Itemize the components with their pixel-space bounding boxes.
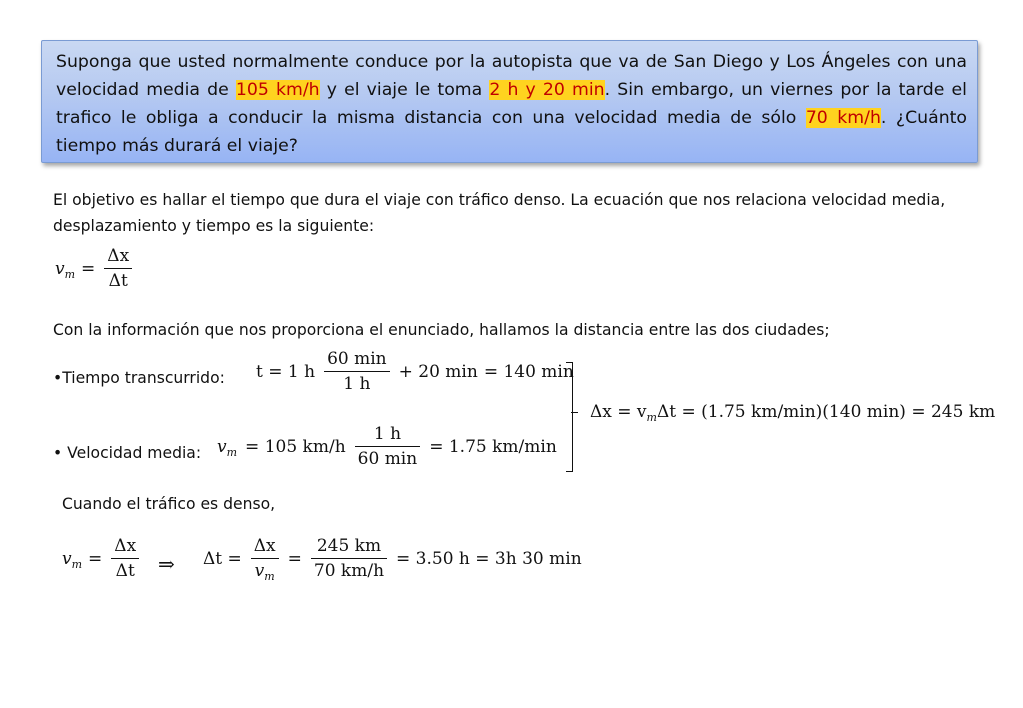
speed-part-a: = 105 km/h [245,436,346,457]
problem-statement [41,40,978,163]
time-fraction [324,349,390,394]
speed-part-c: = 1.75 km/min [429,436,557,457]
grouping-bracket [566,362,573,472]
highlight-speed-normal: 105 km/h [235,80,320,100]
equation-time-dense [203,536,582,581]
distance-part-a: Δx = v [590,402,647,422]
time-part-a: t = 1 h [256,361,316,382]
eq1-equals: = [81,258,96,279]
highlight-speed-dense: 70 km/h [805,108,881,128]
equation-average-velocity [55,246,135,291]
time-numerator: 60 min [324,349,390,372]
info-text: Con la información que nos proporciona el enunciado, hallamos la distancia entre las dos ciudades; [53,321,830,339]
eq2-numerator-1: Δx [251,536,279,559]
speed-fraction [355,424,421,469]
eq2-denominator-1: v [254,561,265,581]
time-part-c: = 140 min [483,361,574,382]
equation-distance [590,402,995,422]
intro-text: El objetivo es hallar el tiempo que dura el viaje con tráfico denso. La ecuación que nos relaciona velocidad media, desplazamiento y tiempo es la siguiente: [53,191,946,235]
eq2-fraction-1 [251,536,279,581]
time-part-b: + 20 min [398,361,478,382]
equation-velocity-dense: $v_m$ = $\frac{\Delta x}{\Delta t}$ [62,536,142,581]
eq1-numerator: Δx [104,246,132,269]
problem-part-4: . ¿Cuánto tiempo más durará el viaje? [56,108,967,156]
highlight-time: 2 h y 20 min [489,80,605,100]
eq1-lhs: v [55,258,65,279]
eq1-denominator: Δt [108,271,128,291]
equation-time [256,349,574,394]
time-denominator: 1 h [343,374,371,394]
problem-part-2: y el viaje le toma [319,80,490,100]
speed-label: • Velocidad media: [53,444,202,462]
problem-text [56,48,967,160]
speed-numerator: 1 h [355,424,421,447]
eq2-equals: = [287,548,302,569]
problem-part-3: . Sin embargo, un viernes por la tarde el trafico le obliga a conducir la misma distancia con una velocidad media de sólo [56,80,967,128]
speed-denominator: 60 min [357,449,418,469]
eq2-denominator-2: 70 km/h [313,561,385,581]
eq1-fraction [104,246,132,291]
eq2-denominator-1-sub: m [264,570,275,583]
distance-part-b: Δt = (1.75 km/min)(140 min) = 245 km [656,402,996,422]
time-label: •Tiempo transcurrido: [53,369,225,387]
eq2-fraction-2 [311,536,387,581]
distance-sub: m [646,411,657,424]
problem-part-1: Suponga que usted normalmente conduce por la autopista que va de San Diego y Los Ángeles con una velocidad media de [56,52,967,100]
eq1-sub: m [64,267,76,281]
implies-arrow: ⇒ [158,552,175,576]
eq2-part-a: Δt = [203,548,242,569]
eq2-numerator-2: 245 km [311,536,387,559]
dense-traffic-text: Cuando el tráfico es denso, [62,495,276,513]
equation-speed: $v_m$ = 105 km/h $\frac{1 h}{60 \min}$ = 1.75 km/min [217,424,557,469]
eq2-result: = 3.50 h = 3h 30 min [396,548,582,569]
grouping-bracket-tick [571,412,578,413]
